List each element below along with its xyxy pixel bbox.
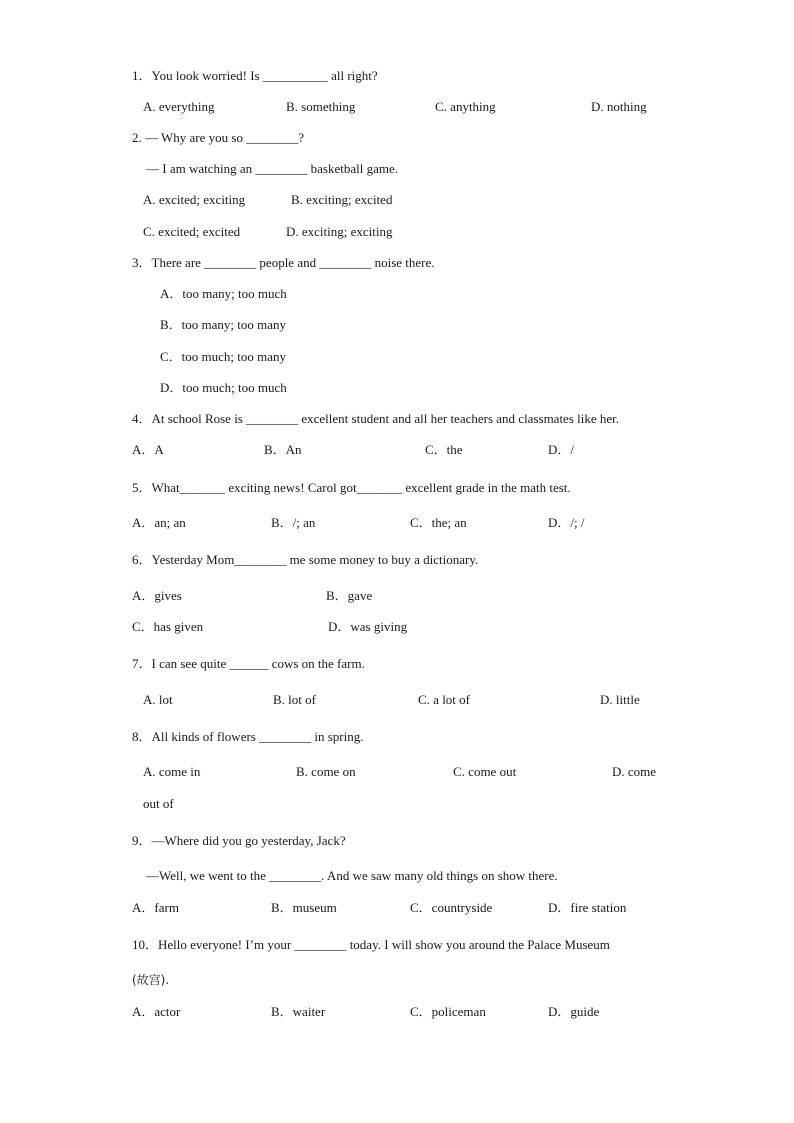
question-1-option-d: D. nothing <box>591 99 647 114</box>
question-8-option-a: A. come in <box>143 764 201 779</box>
question-5-option-a: A．an; an <box>132 515 186 530</box>
question-7-stem: 7．I can see quite ______ cows on the farm. <box>132 656 365 671</box>
question-2-option-c: C. excited; excited <box>143 224 241 239</box>
question-3-option-d: D．too much; too much <box>160 380 287 395</box>
question-9-option-d: D．fire station <box>548 900 627 915</box>
question-2-option-b: B. exciting; excited <box>291 192 393 207</box>
question-10-stem-continued: (故宫). <box>132 973 170 987</box>
question-5-option-c: C．the; an <box>410 515 467 530</box>
question-8-stem: 8．All kinds of flowers ________ in spring. <box>132 729 364 744</box>
question-6-option-a: A．gives <box>132 588 182 603</box>
question-7-option-c: C. a lot of <box>418 692 470 707</box>
question-3-option-a: A．too many; too much <box>160 286 287 301</box>
question-6-stem: 6．Yesterday Mom________ me some money to buy a dictionary. <box>132 552 479 567</box>
question-2-option-d: D. exciting; exciting <box>286 224 393 239</box>
question-3-stem: 3．There are ________ people and ________ noise there. <box>132 255 435 270</box>
question-10-option-c: C．policeman <box>410 1004 486 1019</box>
question-7-option-d: D. little <box>600 692 640 707</box>
question-10-option-a: A．actor <box>132 1004 181 1019</box>
question-9-option-b: B．museum <box>271 900 337 915</box>
question-10-stem: 10．Hello everyone! I’m your ________ today. I will show you around the Palace Museum <box>132 937 610 952</box>
question-6-option-c: C．has given <box>132 619 204 634</box>
question-9-stem-reply: —Well, we went to the ________. And we saw many old things on show there. <box>146 868 558 883</box>
question-4-option-c: C．the <box>425 442 463 457</box>
question-9-stem: 9．—Where did you go yesterday, Jack? <box>132 833 346 848</box>
question-10-option-d: D．guide <box>548 1004 600 1019</box>
question-5-option-d: D．/; / <box>548 515 585 530</box>
question-6-option-d: D．was giving <box>328 619 408 634</box>
question-9-option-a: A．farm <box>132 900 179 915</box>
question-4-option-a: A．A <box>132 442 164 457</box>
question-8-option-d: D. come <box>612 764 657 779</box>
question-4-option-d: D．/ <box>548 442 575 457</box>
question-2-option-a: A. excited; exciting <box>143 192 246 207</box>
question-5-stem: 5．What_______ exciting news! Carol got_______ excellent grade in the math test. <box>132 480 571 495</box>
question-9-option-c: C．countryside <box>410 900 493 915</box>
question-1-option-a: A. everything <box>143 99 215 114</box>
question-8-option-d-continued: out of <box>143 796 174 811</box>
question-10-option-b: B．waiter <box>271 1004 326 1019</box>
question-1-option-c: C. anything <box>435 99 496 114</box>
question-1-option-b: B. something <box>286 99 356 114</box>
question-2-stem: 2. — Why are you so ________? <box>132 130 304 145</box>
question-2-stem-reply: — I am watching an ________ basketball game. <box>146 161 398 176</box>
question-3-option-b: B．too many; too many <box>160 317 287 332</box>
question-3-option-c: C．too much; too many <box>160 349 287 364</box>
question-5-option-b: B．/; an <box>271 515 316 530</box>
question-1-stem: 1．You look worried! Is __________ all right? <box>132 68 378 83</box>
question-7-option-a: A. lot <box>143 692 173 707</box>
question-7-option-b: B. lot of <box>273 692 316 707</box>
question-8-option-b: B. come on <box>296 764 356 779</box>
question-8-option-c: C. come out <box>453 764 517 779</box>
question-4-option-b: B．An <box>264 442 302 457</box>
question-4-stem: 4．At school Rose is ________ excellent student and all her teachers and classmates like her. <box>132 411 620 426</box>
question-6-option-b: B．gave <box>326 588 373 603</box>
